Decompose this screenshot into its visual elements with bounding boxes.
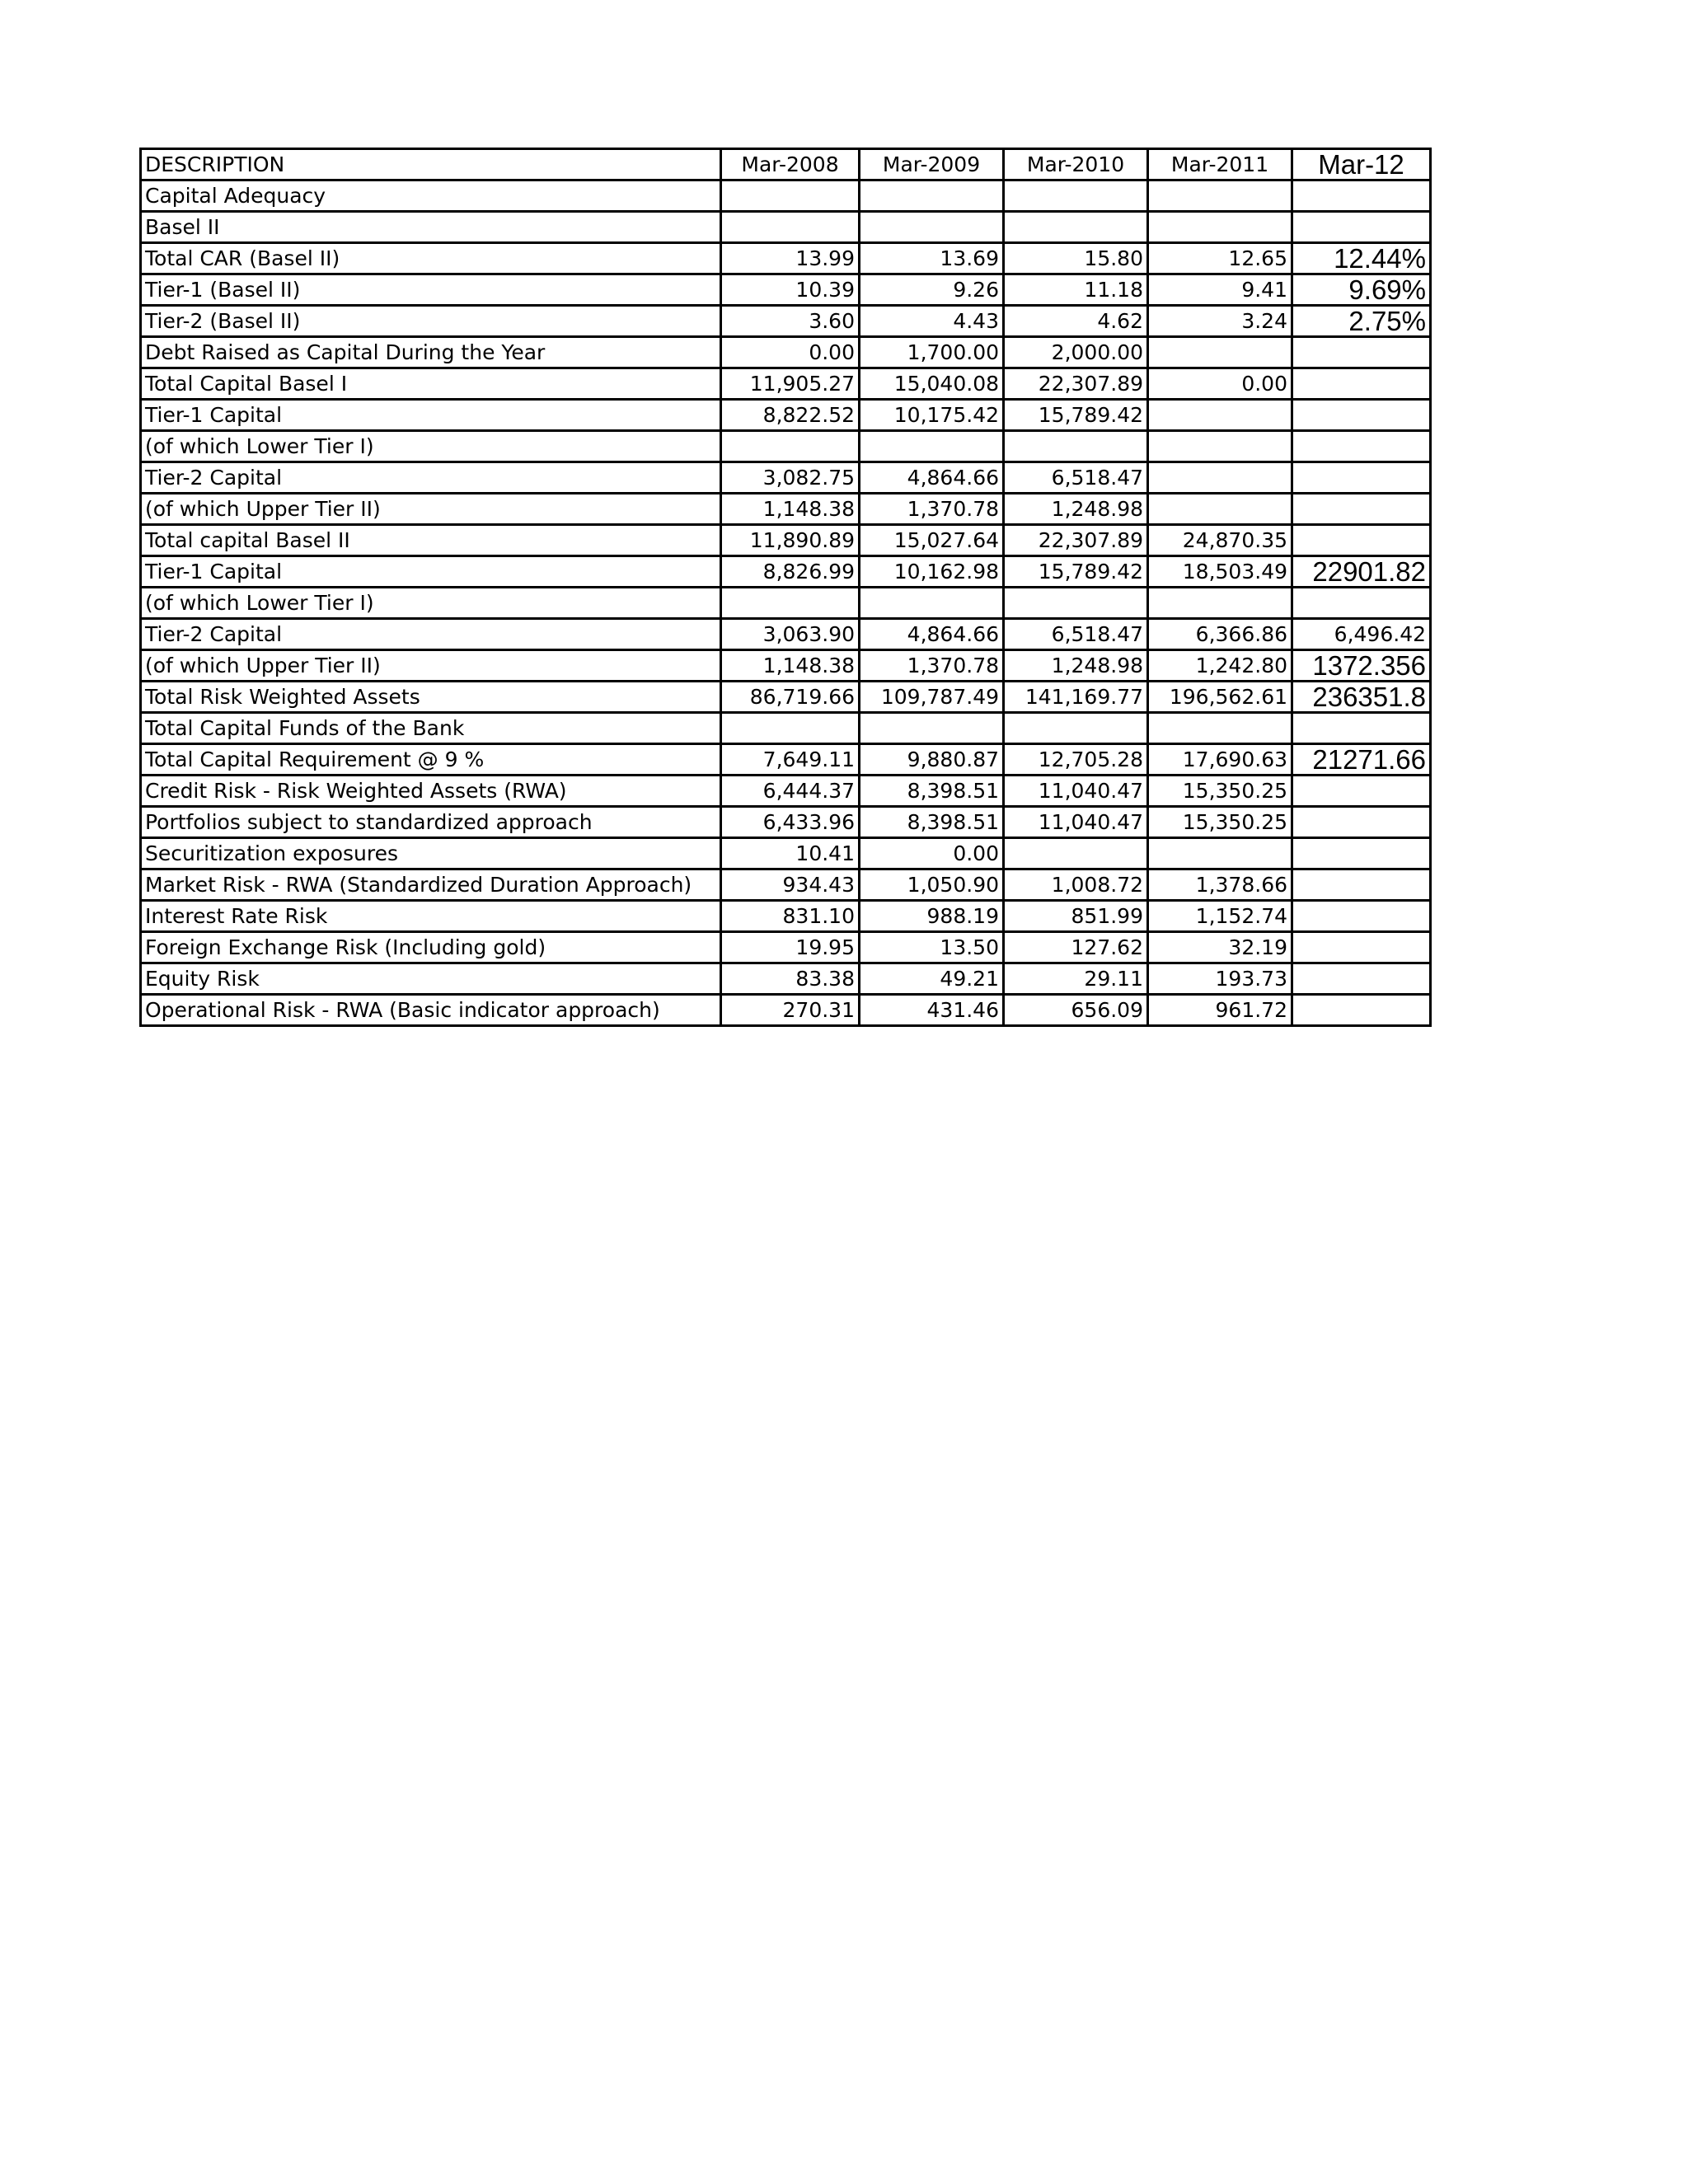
table-row xyxy=(141,243,1431,274)
row-label: Total Capital Basel I xyxy=(141,368,721,400)
table-row xyxy=(141,556,1431,588)
table-cell: 1,700.00 xyxy=(860,337,1004,368)
table-cell xyxy=(1292,337,1431,368)
table-cell: 196,562.61 xyxy=(1148,682,1292,713)
table-cell: 1,152.74 xyxy=(1148,901,1292,932)
table-row xyxy=(141,212,1431,243)
table-cell: 6,518.47 xyxy=(1004,619,1148,650)
table-cell: 193.73 xyxy=(1148,963,1292,995)
table-cell: 15,350.25 xyxy=(1148,807,1292,838)
row-label: Tier-2 Capital xyxy=(141,619,721,650)
column-header-period: Mar-2010 xyxy=(1004,149,1148,180)
table-row xyxy=(141,995,1431,1026)
table-cell: 10,162.98 xyxy=(860,556,1004,588)
table-cell xyxy=(1292,462,1431,494)
table-cell xyxy=(1292,400,1431,431)
table-row xyxy=(141,963,1431,995)
table-row xyxy=(141,525,1431,556)
row-label: Market Risk - RWA (Standardized Duration Approach) xyxy=(141,869,721,901)
table-cell: 6,433.96 xyxy=(721,807,860,838)
row-label: Basel II xyxy=(141,212,721,243)
table-cell: 13.69 xyxy=(860,243,1004,274)
table-cell: 11,040.47 xyxy=(1004,807,1148,838)
table-cell xyxy=(860,713,1004,744)
table-cell: 1,008.72 xyxy=(1004,869,1148,901)
table-cell: 270.31 xyxy=(721,995,860,1026)
table-cell: 12,705.28 xyxy=(1004,744,1148,776)
table-row xyxy=(141,306,1431,337)
table-cell: 236351.8 xyxy=(1292,682,1431,713)
row-label: Total Capital Requirement @ 9 % xyxy=(141,744,721,776)
table-cell: 24,870.35 xyxy=(1148,525,1292,556)
table-cell xyxy=(1292,838,1431,869)
row-label: Credit Risk - Risk Weighted Assets (RWA) xyxy=(141,776,721,807)
row-label: Total Risk Weighted Assets xyxy=(141,682,721,713)
table-row xyxy=(141,807,1431,838)
table-cell xyxy=(1004,588,1148,619)
table-cell xyxy=(860,212,1004,243)
table-cell xyxy=(1004,180,1148,212)
table-cell: 8,826.99 xyxy=(721,556,860,588)
table-cell xyxy=(1292,494,1431,525)
column-header-period: Mar-12 xyxy=(1292,149,1431,180)
table-cell: 10,175.42 xyxy=(860,400,1004,431)
table-cell: 11,890.89 xyxy=(721,525,860,556)
row-label: Tier-1 Capital xyxy=(141,400,721,431)
table-cell xyxy=(1148,588,1292,619)
table-cell: 22,307.89 xyxy=(1004,525,1148,556)
table-cell: 1,242.80 xyxy=(1148,650,1292,682)
row-label: Total CAR (Basel II) xyxy=(141,243,721,274)
table-cell xyxy=(721,212,860,243)
row-label: (of which Upper Tier II) xyxy=(141,650,721,682)
table-cell: 1372.356 xyxy=(1292,650,1431,682)
table-cell xyxy=(1004,838,1148,869)
row-label: Capital Adequacy xyxy=(141,180,721,212)
table-cell xyxy=(860,588,1004,619)
table-cell xyxy=(721,180,860,212)
column-header-period: Mar-2011 xyxy=(1148,149,1292,180)
table-cell xyxy=(1292,963,1431,995)
table-cell xyxy=(1148,180,1292,212)
table-cell xyxy=(1292,807,1431,838)
table-cell xyxy=(1292,995,1431,1026)
table-cell xyxy=(1148,838,1292,869)
table-cell: 431.46 xyxy=(860,995,1004,1026)
row-label: Portfolios subject to standardized approach xyxy=(141,807,721,838)
table-cell: 109,787.49 xyxy=(860,682,1004,713)
table-cell xyxy=(1292,368,1431,400)
table-cell: 12.65 xyxy=(1148,243,1292,274)
table-cell xyxy=(1148,337,1292,368)
table-cell: 18,503.49 xyxy=(1148,556,1292,588)
table-cell: 15.80 xyxy=(1004,243,1148,274)
table-cell xyxy=(860,180,1004,212)
table-cell xyxy=(1004,212,1148,243)
table-cell: 1,050.90 xyxy=(860,869,1004,901)
table-cell xyxy=(1148,494,1292,525)
table-row xyxy=(141,400,1431,431)
table-cell xyxy=(1292,901,1431,932)
row-label: Tier-2 Capital xyxy=(141,462,721,494)
table-cell: 1,370.78 xyxy=(860,494,1004,525)
row-label: Securitization exposures xyxy=(141,838,721,869)
table-row xyxy=(141,337,1431,368)
table-cell xyxy=(1004,713,1148,744)
row-label: Interest Rate Risk xyxy=(141,901,721,932)
table-cell: 13.50 xyxy=(860,932,1004,963)
table-cell xyxy=(1292,713,1431,744)
table-cell: 127.62 xyxy=(1004,932,1148,963)
table-cell: 8,822.52 xyxy=(721,400,860,431)
table-cell: 22901.82 xyxy=(1292,556,1431,588)
table-row xyxy=(141,619,1431,650)
table-cell: 8,398.51 xyxy=(860,807,1004,838)
table-row xyxy=(141,368,1431,400)
table-cell xyxy=(1148,713,1292,744)
table-cell xyxy=(1292,180,1431,212)
table-cell: 961.72 xyxy=(1148,995,1292,1026)
table-cell: 1,378.66 xyxy=(1148,869,1292,901)
table-cell: 49.21 xyxy=(860,963,1004,995)
table-cell xyxy=(1292,869,1431,901)
table-cell: 8,398.51 xyxy=(860,776,1004,807)
table-cell: 6,366.86 xyxy=(1148,619,1292,650)
table-row xyxy=(141,713,1431,744)
table-cell: 17,690.63 xyxy=(1148,744,1292,776)
table-cell: 29.11 xyxy=(1004,963,1148,995)
table-cell: 1,148.38 xyxy=(721,650,860,682)
table-cell xyxy=(721,713,860,744)
table-cell: 1,148.38 xyxy=(721,494,860,525)
table-cell: 9,880.87 xyxy=(860,744,1004,776)
table-cell: 11,905.27 xyxy=(721,368,860,400)
table-cell: 831.10 xyxy=(721,901,860,932)
table-cell: 4,864.66 xyxy=(860,619,1004,650)
table-cell xyxy=(1148,462,1292,494)
table-row xyxy=(141,838,1431,869)
table-row xyxy=(141,431,1431,462)
row-label: (of which Lower Tier I) xyxy=(141,431,721,462)
table-row xyxy=(141,869,1431,901)
row-label: Tier-1 (Basel II) xyxy=(141,274,721,306)
table-row xyxy=(141,588,1431,619)
table-row xyxy=(141,744,1431,776)
table-cell xyxy=(1292,588,1431,619)
table-cell: 141,169.77 xyxy=(1004,682,1148,713)
column-header-period: Mar-2008 xyxy=(721,149,860,180)
table-cell: 6,444.37 xyxy=(721,776,860,807)
table-cell: 32.19 xyxy=(1148,932,1292,963)
header-row xyxy=(141,149,1431,180)
table-row xyxy=(141,901,1431,932)
table-cell: 1,248.98 xyxy=(1004,650,1148,682)
table-cell: 9.69% xyxy=(1292,274,1431,306)
row-label: Tier-2 (Basel II) xyxy=(141,306,721,337)
table-cell xyxy=(1148,400,1292,431)
row-label: (of which Upper Tier II) xyxy=(141,494,721,525)
table-cell xyxy=(1292,525,1431,556)
table-cell: 4.62 xyxy=(1004,306,1148,337)
row-label: Tier-1 Capital xyxy=(141,556,721,588)
table-cell: 4,864.66 xyxy=(860,462,1004,494)
table-row xyxy=(141,776,1431,807)
table-row xyxy=(141,932,1431,963)
table-cell: 3.60 xyxy=(721,306,860,337)
table-cell: 6,518.47 xyxy=(1004,462,1148,494)
table-cell: 11.18 xyxy=(1004,274,1148,306)
row-label: Equity Risk xyxy=(141,963,721,995)
table-row xyxy=(141,180,1431,212)
table-cell xyxy=(1004,431,1148,462)
table-cell: 2,000.00 xyxy=(1004,337,1148,368)
column-header-period: Mar-2009 xyxy=(860,149,1004,180)
table-row xyxy=(141,462,1431,494)
row-label: Debt Raised as Capital During the Year xyxy=(141,337,721,368)
table-row xyxy=(141,682,1431,713)
row-label: Foreign Exchange Risk (Including gold) xyxy=(141,932,721,963)
table-cell: 0.00 xyxy=(1148,368,1292,400)
row-label: Operational Risk - RWA (Basic indicator approach) xyxy=(141,995,721,1026)
table-cell: 10.41 xyxy=(721,838,860,869)
table-cell: 7,649.11 xyxy=(721,744,860,776)
table-cell xyxy=(1292,212,1431,243)
table-cell: 21271.66 xyxy=(1292,744,1431,776)
table-cell: 9.41 xyxy=(1148,274,1292,306)
table-cell: 4.43 xyxy=(860,306,1004,337)
table-cell: 22,307.89 xyxy=(1004,368,1148,400)
table-cell: 19.95 xyxy=(721,932,860,963)
capital-adequacy-table xyxy=(139,148,1432,1027)
table-cell: 0.00 xyxy=(860,838,1004,869)
table-cell: 12.44% xyxy=(1292,243,1431,274)
table-cell: 0.00 xyxy=(721,337,860,368)
table-cell: 10.39 xyxy=(721,274,860,306)
table-cell: 1,248.98 xyxy=(1004,494,1148,525)
row-label: (of which Lower Tier I) xyxy=(141,588,721,619)
table-cell: 15,027.64 xyxy=(860,525,1004,556)
table-cell: 15,040.08 xyxy=(860,368,1004,400)
table-cell xyxy=(721,431,860,462)
column-header-description: DESCRIPTION xyxy=(141,149,721,180)
table-cell: 9.26 xyxy=(860,274,1004,306)
table-cell: 15,789.42 xyxy=(1004,400,1148,431)
table-cell xyxy=(1148,431,1292,462)
row-label: Total capital Basel II xyxy=(141,525,721,556)
table-cell: 3,063.90 xyxy=(721,619,860,650)
table-row xyxy=(141,494,1431,525)
table-cell: 934.43 xyxy=(721,869,860,901)
table-cell xyxy=(860,431,1004,462)
table-cell xyxy=(1292,932,1431,963)
table-cell: 988.19 xyxy=(860,901,1004,932)
table-cell xyxy=(1292,776,1431,807)
table-cell xyxy=(1292,431,1431,462)
table-cell xyxy=(721,588,860,619)
table-cell: 15,350.25 xyxy=(1148,776,1292,807)
row-label: Total Capital Funds of the Bank xyxy=(141,713,721,744)
table-cell: 83.38 xyxy=(721,963,860,995)
table-cell: 3,082.75 xyxy=(721,462,860,494)
table-cell: 3.24 xyxy=(1148,306,1292,337)
table-row xyxy=(141,274,1431,306)
table-cell: 1,370.78 xyxy=(860,650,1004,682)
table-cell: 656.09 xyxy=(1004,995,1148,1026)
table-cell: 86,719.66 xyxy=(721,682,860,713)
table-cell: 6,496.42 xyxy=(1292,619,1431,650)
table-cell: 15,789.42 xyxy=(1004,556,1148,588)
table-cell: 13.99 xyxy=(721,243,860,274)
table-cell xyxy=(1148,212,1292,243)
table-cell: 2.75% xyxy=(1292,306,1431,337)
table-row xyxy=(141,650,1431,682)
table-cell: 851.99 xyxy=(1004,901,1148,932)
table-cell: 11,040.47 xyxy=(1004,776,1148,807)
